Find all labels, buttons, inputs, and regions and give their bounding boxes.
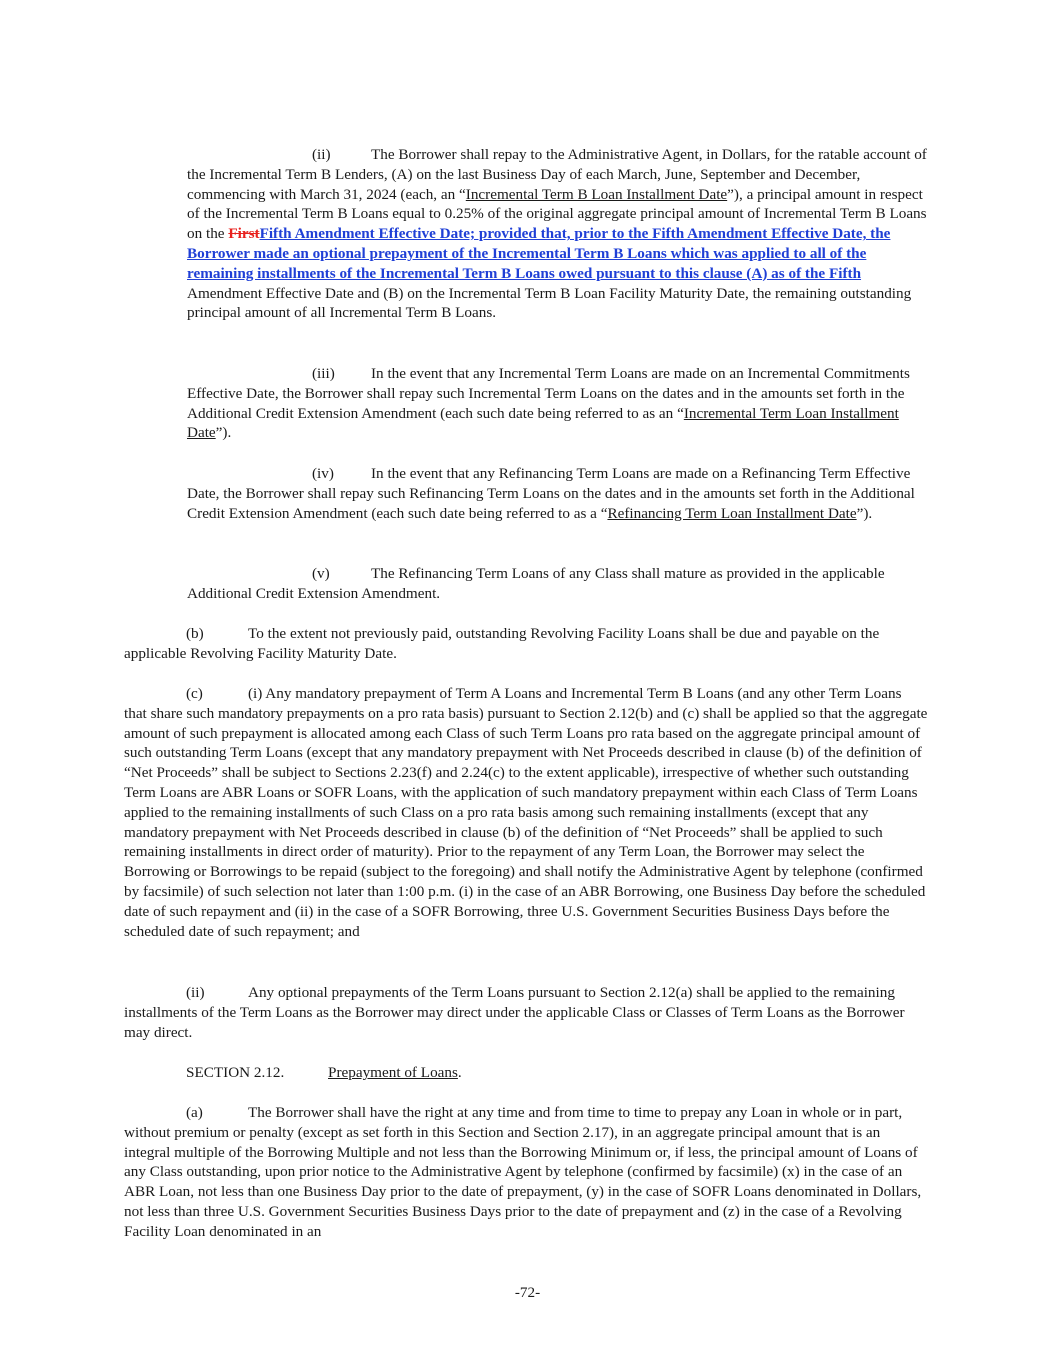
paragraph-ii [187,145,928,323]
clause-label: (c) [186,685,203,702]
paragraph-v [187,564,928,604]
clause-label: (iii) [312,365,335,382]
paragraph-text: In the event that any Refinancing Term Loans are made on a Refinancing Term Effective Date, the Borrower shall repay such Refinancing Term Loans on the dates and in the amounts set forth in the Additional Credit Extension Amendment (each such date being referred to as a “ [187,465,915,522]
paragraph-iii [187,364,928,443]
section-title-period: . [457,1064,462,1081]
clause-label: (iv) [312,465,334,482]
defined-term: Incremental Term Loan Installment Date [187,404,899,442]
deleted-text: First [228,225,260,243]
paragraph-b [124,624,928,664]
clause-label: (a) [186,1104,203,1121]
defined-term: Incremental Term B Loan Installment Date [465,185,728,203]
section-title: Prepayment of Loans [328,1064,458,1081]
paragraph-text: To the extent not previously paid, outstanding Revolving Facility Loans shall be due and payable on the applicable Revolving Facility Maturity Date. [124,625,880,662]
section-number: SECTION 2.12. [186,1064,285,1081]
paragraph-text: The Borrower shall have the right at any time and from time to time to prepay any Loan in whole or in part, without premium or penalty (except as set forth in this Section and Section 2.17), in an aggregate principal amount that is an integral multiple of the Borrowing Multiple and not less than the Borrowing Minimum or, if less, the principal amount of Loans of any Class outstanding, upon prior notice to the Administrative Agent by telephone (confirmed by facsimile) (x) in the case of an ABR Loan, not less than one Business Day prior to the date of prepayment, (y) in the case of SOFR Loans denominated in Dollars, not less than three U.S. Government Securities Business Days prior to the date of prepayment and (z) in the case of a Revolving Facility Loan denominated in an [124,1104,922,1240]
paragraph-c [124,684,928,941]
clause-label: (ii) [312,146,331,163]
defined-term: Refinancing Term Loan Installment Date [607,504,857,522]
paragraph-text: In the event that any Incremental Term Loans are made on an Incremental Commitments Effective Date, the Borrower shall repay such Incremental Term Loans on the dates and in the amounts set forth in the Additional Credit Extension Amendment (each such date being referred to as an “ [187,365,910,422]
paragraph-text: Any optional prepayments of the Term Loans pursuant to Section 2.12(a) shall be applied to the remaining installments of the Term Loans as the Borrower may direct under the applicable Class or Classes of Term Loans as the Borrower may direct. [124,984,905,1041]
paragraph-iv [187,464,928,523]
paragraph-a [124,1103,928,1242]
clause-label: (b) [186,625,204,642]
paragraph-c-ii [124,983,928,1042]
paragraph-text: The Refinancing Term Loans of any Class shall mature as provided in the applicable Additional Credit Extension Amendment. [187,565,885,602]
paragraph-text: ”), a principal amount in respect of the Incremental Term B Loans equal to 0.25% of the original aggregate principal amount of Incremental Term B Loans on the [187,185,927,243]
clause-label: (v) [312,565,330,582]
paragraph-text: Amendment Effective Date and (B) on the Incremental Term B Loan Facility Maturity Date, the remaining outstanding principal amount of all Incremental Term B Loans. [187,284,912,322]
paragraph-text: (i) Any mandatory prepayment of Term A Loans and Incremental Term B Loans (and any other Term Loans that share such mandatory prepayments on a pro rata basis) pursuant to Section 2.12(b) and (c) shall be applied so that the aggregate amount of such prepayment is allocated among each Class of such Term Loans pro rata based on the aggregate principal amount of such outstanding Term Loans (except that any mandatory prepayment with Net Proceeds described in clause (b) of the definition of “Net Proceeds” shall be subject to Sections 2.23(f) and 2.24(c) to the extent applicable), irrespective of whether such outstanding Term Loans are ABR Loans or SOFR Loans, with the application of such mandatory prepayment within each Class of Term Loans applied to the remaining installments of such Class on a pro rata basis among such remaining installments (except that any mandatory prepayment with Net Proceeds described in clause (b) of the definition of “Net Proceeds” shall be applied to such remaining installments in direct order of maturity). Prior to the repayment of any Term Loan, the Borrower may select the Borrowing or Borrowings to be repaid (subject to the foregoing) and shall notify the Administrative Agent by telephone (confirmed by facsimile) of such selection not later than 1:00 p.m. (i) in the case of an ABR Borrowing, one Business Day before the scheduled date of such repayment and (ii) in the case of a SOFR Borrowing, three U.S. Government Securities Business Days before the scheduled date of such repayment; and [124,685,928,940]
paragraph-text: The Borrower shall repay to the Administrative Agent, in Dollars, for the ratable account of the Incremental Term B Lenders, (A) on the last Business Day of each March, June, September and December, commencing with March 31, 2024 (each, an “ [187,146,927,203]
section-heading [124,1063,928,1083]
inserted-text: Fifth Amendment Effective Date; provided that, prior to the Fifth Amendment Effective Date, the Borrower made an optional prepayment of the Incremental Term B Loans which was applied to all of the remaining installments of the Incremental Term B Loans owed pursuant to this clause (A) as of the Fifth [187,225,891,282]
paragraph-text: ”). [215,424,232,442]
clause-label: (ii) [186,984,205,1001]
page-number: -72- [514,1284,541,1301]
paragraph-text: ”). [856,504,873,522]
